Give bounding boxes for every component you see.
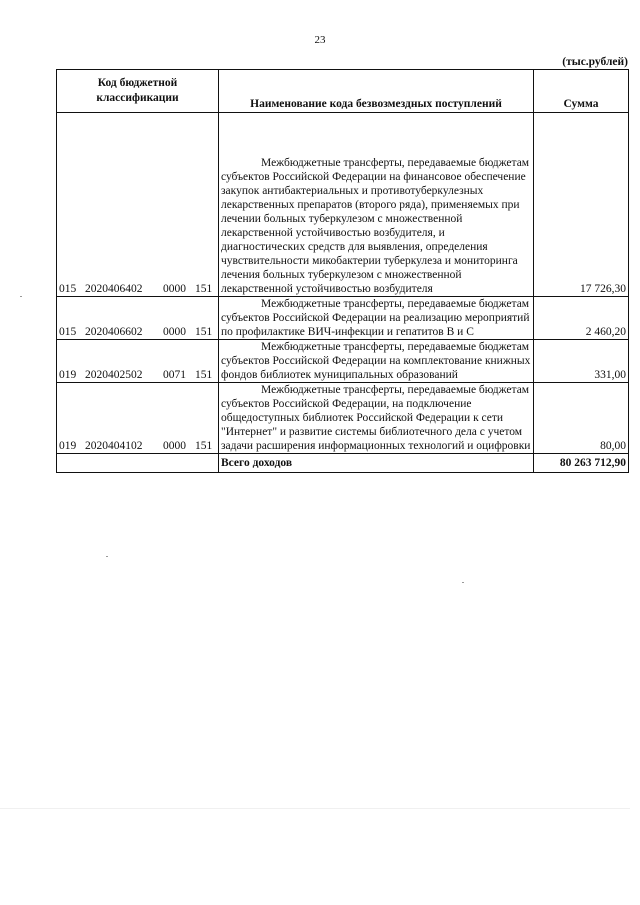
row-sum: 17 726,30 bbox=[534, 113, 629, 297]
code-income: 2020404102 bbox=[85, 440, 143, 452]
scan-speck bbox=[106, 556, 108, 557]
code-program: 0000 bbox=[163, 283, 186, 295]
table-header-row bbox=[57, 70, 629, 113]
code-admin: 019 bbox=[59, 369, 77, 381]
scan-speck bbox=[20, 296, 22, 297]
row-name bbox=[219, 340, 534, 383]
table-row bbox=[57, 297, 629, 340]
header-sum: Сумма bbox=[534, 70, 629, 113]
total-row bbox=[57, 454, 629, 473]
row-sum: 331,00 bbox=[534, 340, 629, 383]
page-number: 23 bbox=[314, 34, 326, 46]
table-row bbox=[57, 383, 629, 454]
budget-code bbox=[57, 297, 219, 340]
code-program: 0000 bbox=[163, 440, 186, 452]
header-code: Код бюджетной классификации bbox=[57, 70, 219, 113]
table-row bbox=[57, 113, 629, 297]
budget-code bbox=[57, 383, 219, 454]
code-admin: 015 bbox=[59, 283, 77, 295]
units-label: (тыс.рублей) bbox=[562, 56, 628, 68]
row-name bbox=[219, 113, 534, 297]
row-name bbox=[219, 383, 534, 454]
code-kosgu: 151 bbox=[195, 440, 213, 452]
row-name-text: Межбюджетные трансферты, передаваемые бюджетам субъектов Российской Федерации на комплектование книжных фондов библиотек муниципальных образований bbox=[221, 341, 531, 381]
header-name: Наименование кода безвозмездных поступлений bbox=[219, 70, 534, 113]
row-sum: 2 460,20 bbox=[534, 297, 629, 340]
row-name-text: Межбюджетные трансферты, передаваемые бюджетам субъектов Российской Федерации на реализацию мероприятий по профилактике ВИЧ-инфекции и гепатитов В и С bbox=[221, 298, 530, 338]
code-kosgu: 151 bbox=[195, 283, 213, 295]
total-code-cell bbox=[57, 454, 219, 473]
row-name bbox=[219, 297, 534, 340]
code-income: 2020406602 bbox=[85, 326, 143, 338]
total-label: Всего доходов bbox=[219, 454, 534, 473]
table-row bbox=[57, 340, 629, 383]
budget-code bbox=[57, 340, 219, 383]
scan-speck bbox=[0, 808, 630, 809]
income-table bbox=[56, 69, 629, 473]
row-name-text: Межбюджетные трансферты, передаваемые бюджетам субъектов Российской Федерации на финансовое обеспечение закупок антибактериальных и противотуберкулезных лекарственных препаратов (второго ряда), применяемых при лечении больных туберкулезом с множественной лекарственной устойчивостью возбудителя, и диагностических средств для выявления, определения чувствительности микобактерии туберкулеза и мониторинга лечения больных туберкулезом с множественной лекарственной устойчивостью возбудителя bbox=[221, 157, 530, 295]
code-program: 0071 bbox=[163, 369, 186, 381]
code-program: 0000 bbox=[163, 326, 186, 338]
row-name-text: Межбюджетные трансферты, передаваемые бюджетам субъектов Российской Федерации, на подключение общедоступных библиотек Российской Федерации к сети "Интернет" и развитие системы библиотечного дела с учетом задачи расширения информационных технологий и оцифровки bbox=[221, 384, 531, 452]
code-income: 2020406402 bbox=[85, 283, 143, 295]
scan-speck bbox=[462, 582, 464, 583]
total-sum: 80 263 712,90 bbox=[534, 454, 629, 473]
code-kosgu: 151 bbox=[195, 326, 213, 338]
code-admin: 015 bbox=[59, 326, 77, 338]
code-kosgu: 151 bbox=[195, 369, 213, 381]
budget-code bbox=[57, 113, 219, 297]
code-admin: 019 bbox=[59, 440, 77, 452]
code-income: 2020402502 bbox=[85, 369, 143, 381]
row-sum: 80,00 bbox=[534, 383, 629, 454]
